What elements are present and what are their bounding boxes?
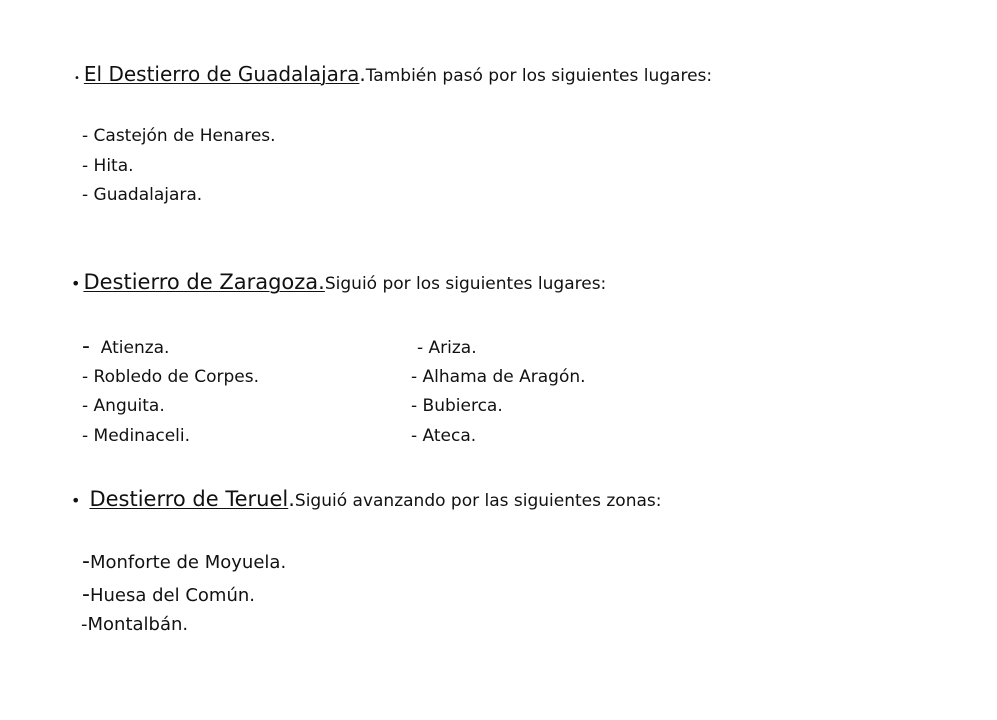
section-teruel-heading xyxy=(71,489,661,510)
section-title: Destierro de Teruel xyxy=(89,487,289,511)
list-item-dash: - xyxy=(81,614,88,635)
list-item: - Bubierca. xyxy=(411,396,503,416)
list-item xyxy=(82,551,286,573)
list-item-text: Atienza. xyxy=(89,338,170,358)
section-title-punct: . xyxy=(359,62,366,86)
section-title: El Destierro de Guadalajara xyxy=(83,62,360,86)
list-item: - Alhama de Aragón. xyxy=(411,367,586,387)
list-item: - Hita. xyxy=(82,156,134,176)
list-item xyxy=(82,584,255,606)
section-zaragoza-heading xyxy=(71,272,606,293)
list-item: - Ariza. xyxy=(417,338,477,358)
bullet-icon: • xyxy=(71,274,81,293)
list-item xyxy=(81,616,188,634)
list-item-text: Montalbán. xyxy=(87,614,189,635)
section-intro: También pasó por los siguientes lugares: xyxy=(365,66,713,86)
list-item-dash: - xyxy=(82,334,90,359)
list-item-dash: - xyxy=(82,582,90,607)
list-item: - Guadalajara. xyxy=(82,185,203,205)
list-item: - Castejón de Henares. xyxy=(82,126,276,146)
section-guadalajara-heading xyxy=(74,64,712,85)
list-item-dash: - xyxy=(82,549,90,574)
list-item-text: Huesa del Común. xyxy=(89,585,255,606)
list-item: - Ateca. xyxy=(411,426,477,446)
list-item xyxy=(82,336,169,358)
list-item: - Robledo de Corpes. xyxy=(82,367,259,387)
bullet-icon: • xyxy=(71,491,81,510)
section-intro: Siguió avanzando por las siguientes zonas: xyxy=(294,491,662,511)
section-title-punct: . xyxy=(288,487,295,511)
list-item-text: Monforte de Moyuela. xyxy=(89,552,287,573)
list-item: - Anguita. xyxy=(82,396,165,416)
section-intro: Siguió por los siguientes lugares: xyxy=(324,274,607,294)
bullet-icon: • xyxy=(74,73,80,84)
list-item: - Medinaceli. xyxy=(82,426,191,446)
section-title: Destierro de Zaragoza. xyxy=(83,270,325,294)
